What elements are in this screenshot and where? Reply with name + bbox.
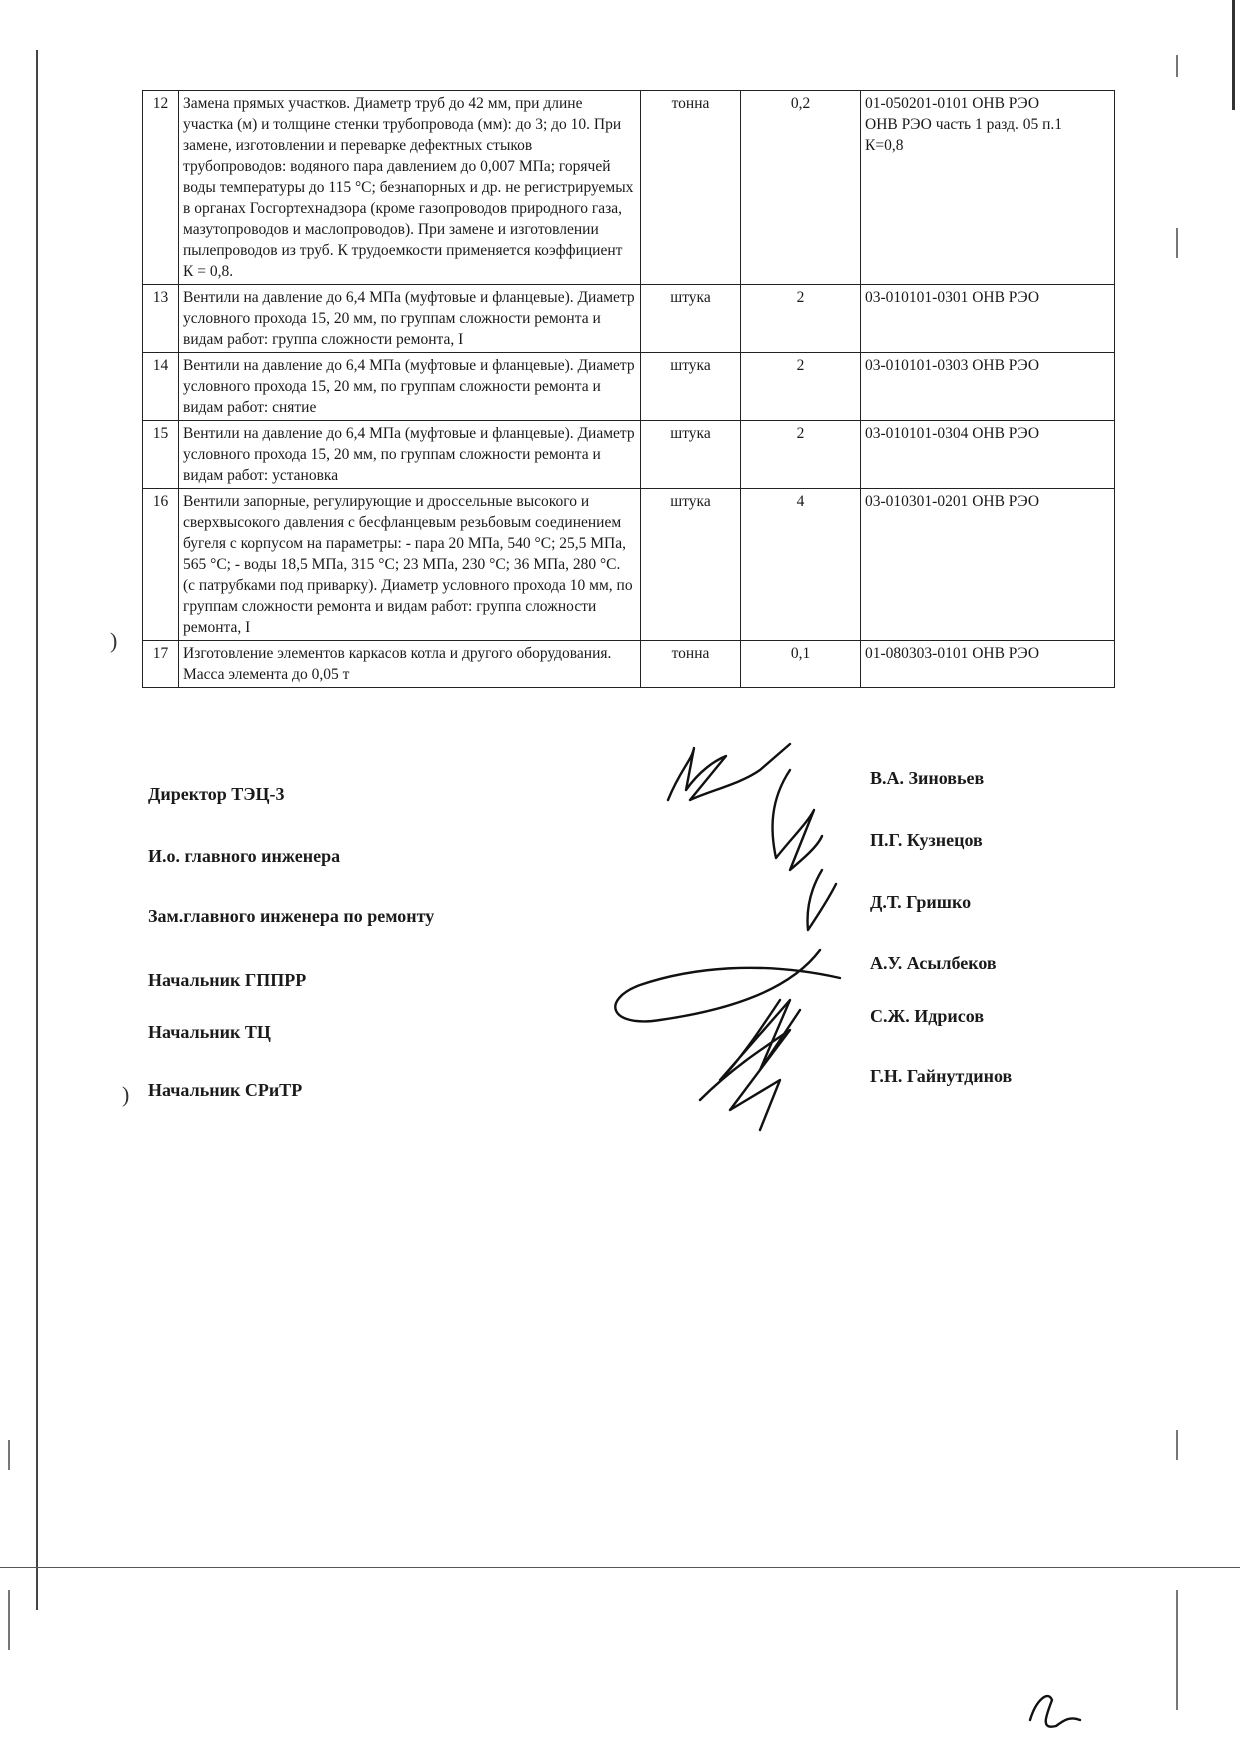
signatory-role: И.о. главного инженера (148, 846, 341, 866)
norm-code-line: 01-080303-0101 ОНВ РЭО (865, 645, 1040, 662)
unit-of-measure: штука (641, 285, 741, 353)
work-description: Вентили на давление до 6,4 МПа (муфтовые и фланцевые). Диаметр условного прохода 15, 20 мм, по группам сложности ремонта и видам работ: снятие (179, 353, 641, 421)
unit-of-measure: штука (641, 421, 741, 489)
quantity: 0,1 (741, 641, 861, 688)
norm-code-line: 03-010101-0304 ОНВ РЭО (865, 425, 1040, 442)
signatory-role: Начальник ГППРР (148, 970, 307, 990)
norm-code-line: ОНВ РЭО часть 1 разд. 05 п.1 (865, 116, 1063, 133)
signatory-name: Г.Н. Гайнутдинов (870, 1066, 1013, 1086)
quantity: 4 (741, 489, 861, 641)
signature-initials (1030, 1696, 1080, 1727)
signature-chief-engineer (773, 770, 822, 870)
signatory-role: Директор ТЭЦ-3 (148, 784, 285, 804)
row-number: 15 (143, 421, 179, 489)
signatory-name: Д.Т. Гришко (870, 892, 972, 912)
scan-artifact: ) (110, 628, 118, 653)
quantity: 2 (741, 353, 861, 421)
work-description: Вентили запорные, регулирующие и дроссельные высокого и сверхвысокого давления с бесфланцевым резьбовым соединением бугеля с корпусом на параметры: - пара 20 МПа, 540 °C; 25,5 МПа, 565 °C; - воды 18,5 МПа, 315 °C; 23 МПа, 230 °C; 36 МПа, 280 °C. (с патрубками под приварку). Диаметр условного прохода 10 мм, по группам сложности ремонта и видам работ: группа сложности ремонта, I (179, 489, 641, 641)
signature-director (668, 744, 790, 800)
quantity: 2 (741, 285, 861, 353)
signatory-role: Начальник СРиТР (148, 1080, 303, 1100)
signature-deputy-engineer (808, 870, 836, 930)
norm-code-line: 01-050201-0101 ОНВ РЭО (865, 95, 1040, 112)
norm-code-line: 03-010101-0303 ОНВ РЭО (865, 357, 1040, 374)
work-description: Изготовление элементов каркасов котла и другого оборудования. Масса элемента до 0,05 т (179, 641, 641, 688)
row-number: 14 (143, 353, 179, 421)
unit-of-measure: тонна (641, 91, 741, 285)
signatory-role: Зам.главного инженера по ремонту (148, 906, 435, 926)
norm-code-line: 03-010301-0201 ОНВ РЭО (865, 493, 1040, 510)
work-description: Замена прямых участков. Диаметр труб до 42 мм, при длине участка (м) и толщине стенки трубопровода (мм): до 3; до 10. При замене, изготовлении и переварке дефектных стыков трубопроводов: водяного пара давлением до 0,007 МПа; горячей воды температуры до 115 °C; безнапорных и др. не регистрируемых в органах Госгортехнадзора (кроме газопроводов природного газа, мазутопроводов и маслопроводов). При замене и изготовлении пылепроводов из труб. К трудоемкости применяется коэффициент К = 0,8. (179, 91, 641, 285)
norm-code-line: К=0,8 (865, 137, 904, 154)
unit-of-measure: штука (641, 353, 741, 421)
row-number: 12 (143, 91, 179, 285)
signatory-name: С.Ж. Идрисов (870, 1006, 985, 1026)
signatory-role: Начальник ТЦ (148, 1022, 271, 1042)
signatory-name: А.У. Асылбеков (870, 953, 997, 973)
signatory-name: В.А. Зиновьев (870, 768, 985, 788)
quantity: 0,2 (741, 91, 861, 285)
unit-of-measure: штука (641, 489, 741, 641)
scan-artifact: ) (122, 1082, 130, 1107)
unit-of-measure: тонна (641, 641, 741, 688)
row-number: 17 (143, 641, 179, 688)
row-number: 16 (143, 489, 179, 641)
row-number: 13 (143, 285, 179, 353)
signature-gpprr (615, 950, 840, 1021)
norm-code-line: 03-010101-0301 ОНВ РЭО (865, 289, 1040, 306)
work-description: Вентили на давление до 6,4 МПа (муфтовые и фланцевые). Диаметр условного прохода 15, 20 мм, по группам сложности ремонта и видам работ: группа сложности ремонта, I (179, 285, 641, 353)
signatory-name: П.Г. Кузнецов (870, 830, 983, 850)
work-description: Вентили на давление до 6,4 МПа (муфтовые и фланцевые). Диаметр условного прохода 15, 20 мм, по группам сложности ремонта и видам работ: установка (179, 421, 641, 489)
quantity: 2 (741, 421, 861, 489)
